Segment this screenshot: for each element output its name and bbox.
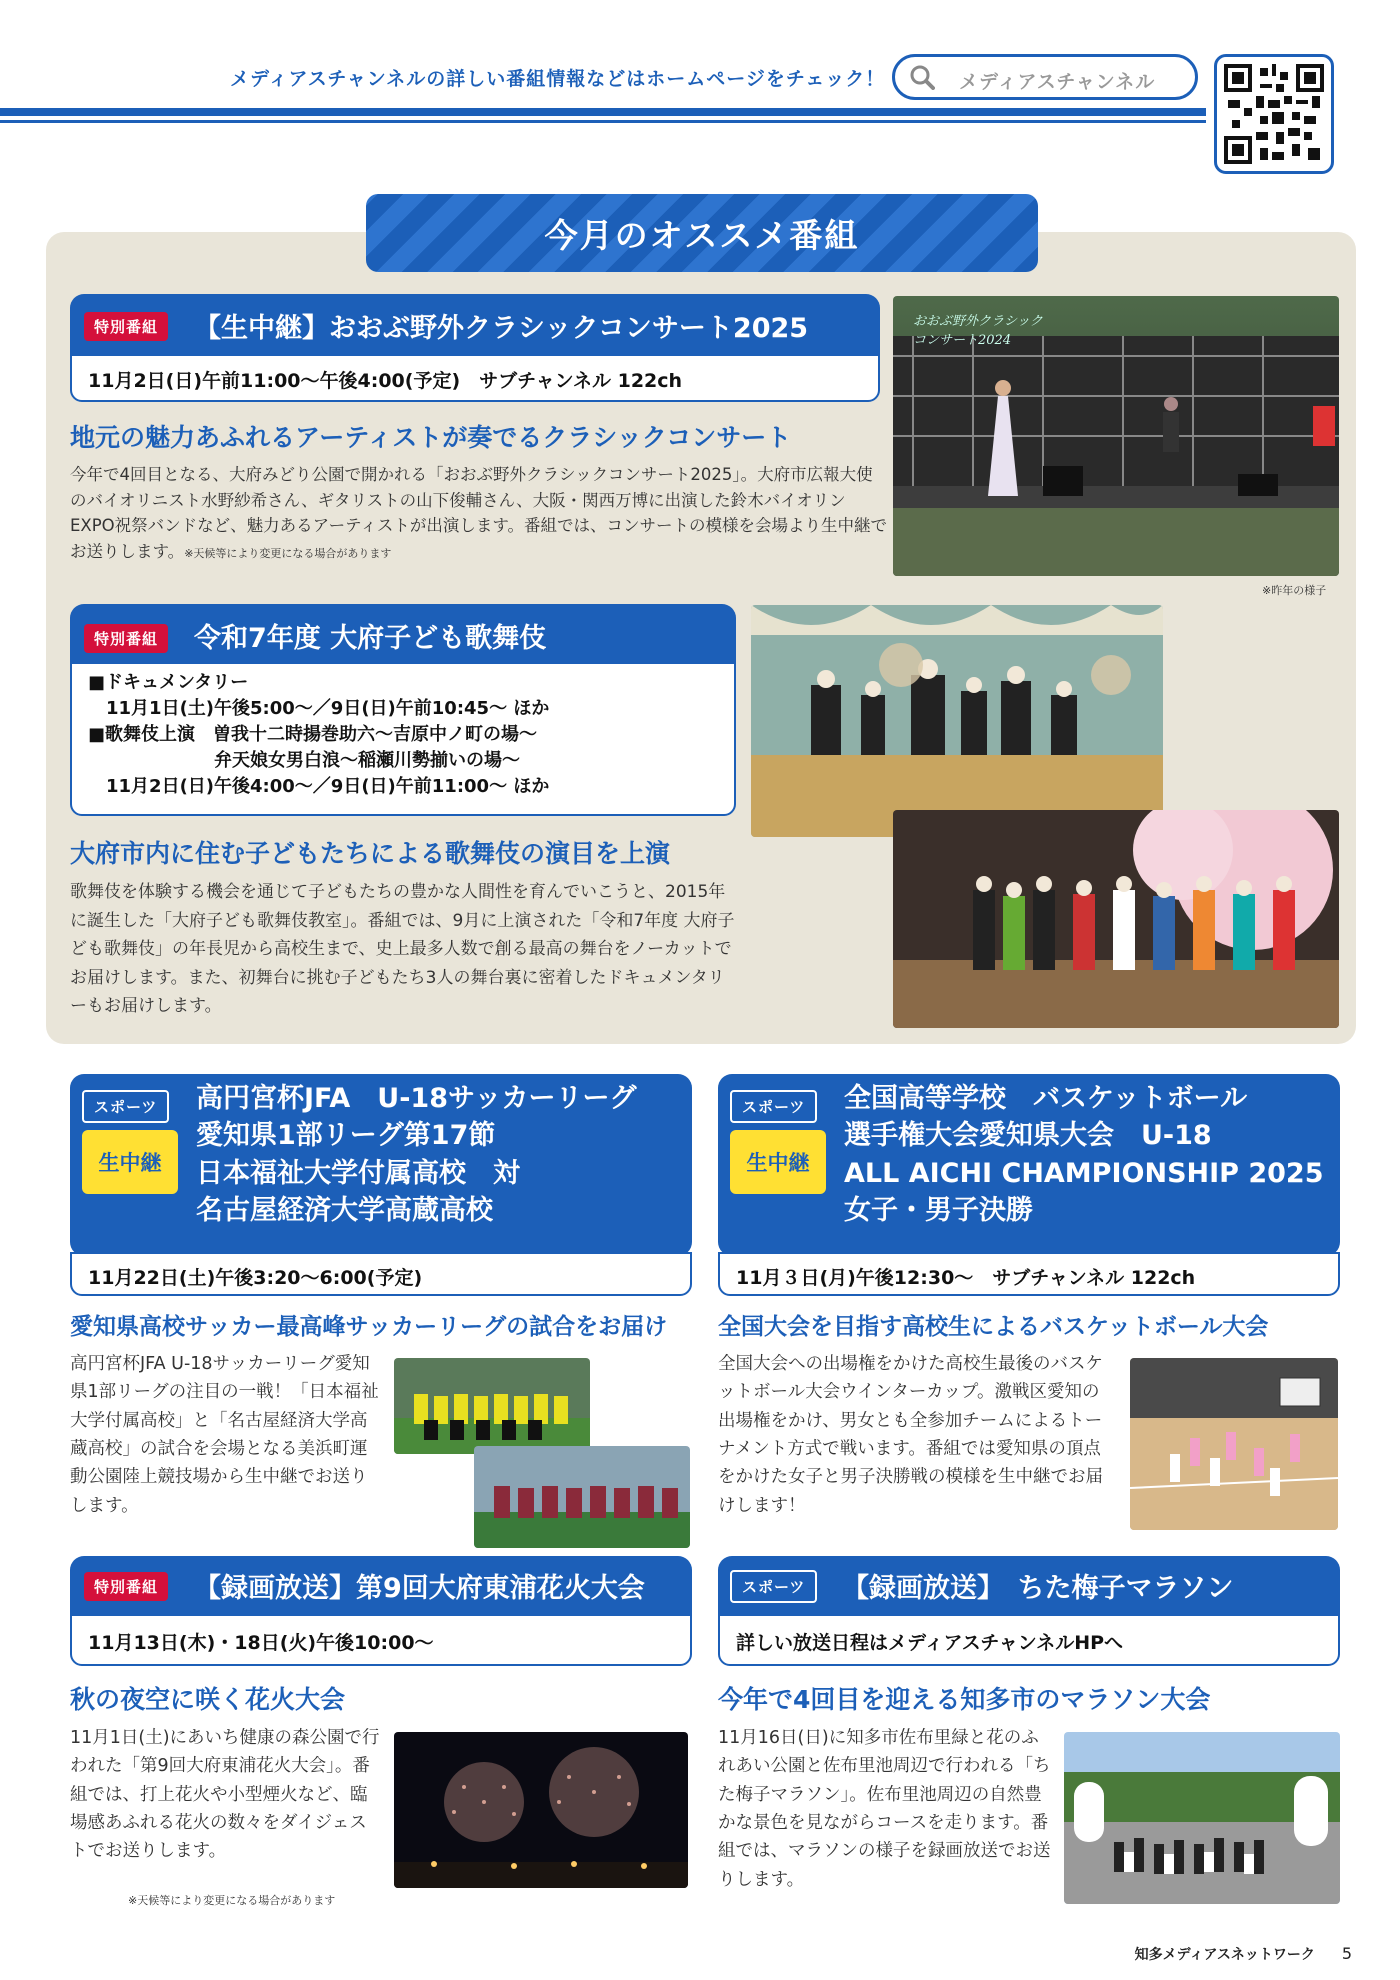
basketball-photo: [1130, 1358, 1338, 1530]
qr-code[interactable]: [1214, 54, 1334, 174]
concert-photo-caption: おおぶ野外クラシック コンサート2024: [913, 314, 1043, 348]
kabuki-line-3: ■歌舞伎上演 曽我十二時揚巻助六〜吉原中ノ町の場〜: [88, 724, 538, 746]
kabuki-photo-2: [893, 810, 1339, 1028]
basketball-header: [718, 1074, 1340, 1289]
fireworks-title: 【録画放送】第9回大府東浦花火大会: [194, 1573, 645, 1604]
concert-tag: 特別番組: [84, 312, 168, 341]
kabuki-tag: 特別番組: [84, 624, 168, 653]
header-rule-thin: [0, 120, 1206, 123]
footer: [1135, 1944, 1352, 1964]
fireworks-photo: [394, 1732, 688, 1888]
soccer-live-badge: 生中継: [82, 1130, 178, 1194]
basketball-title-2: 選手権大会愛知県大会 U-18: [844, 1120, 1212, 1152]
kabuki-line-4: 弁天娘女男白浪〜稲瀬川勢揃いの場〜: [88, 750, 520, 772]
marathon-body: 11月16日(日)に知多市佐布里緑と花のふれあい公園と佐布里池周辺で行われる「ちた梅子マラソン」。佐布里池周辺の自然豊かな景色を見ながらコースを走ります。番組では、マラソンの様子を録画放送でお送りします。: [718, 1728, 1051, 1890]
marathon-title: 【録画放送】 ちた梅子マラソン: [842, 1573, 1234, 1604]
soccer-schedule: 11月22日(土)午後3:20〜6:00(予定): [70, 1252, 692, 1296]
basketball-body: 全国大会への出場権をかけた高校生最後のバスケットボール大会ウインターカップ。激戦区愛知の出場権をかけ、男女とも全参加チームによるトーナメント方式で戦います。番組では愛知県の頂点をかけた女子と男子決勝戦の模様を生中継でお届けします！: [718, 1354, 1103, 1516]
page-number: 5: [1341, 1944, 1352, 1963]
header-rule: [0, 108, 1206, 116]
fireworks-note: ※天候等により変更になる場合があります: [128, 1894, 336, 1907]
kabuki-schedule: [70, 662, 736, 816]
soccer-title-3: 日本福祉大学付属高校 対: [196, 1157, 520, 1189]
basketball-live-badge: 生中継: [730, 1130, 826, 1194]
search-box[interactable]: [892, 54, 1198, 100]
concert-note: ※天候等により変更になる場合があります: [184, 546, 392, 560]
fireworks-body-text: 11月1日(土)にあいち健康の森公園で行われた「第9回大府東浦花火大会」。番組では、打上花火や小型煙火など、臨場感あふれる花火の数々をダイジェストでお送りします。: [70, 1728, 380, 1862]
concert-body: [70, 462, 888, 564]
soccer-subtitle: 愛知県高校サッカー最高峰サッカーリーグの試合をお届け: [70, 1314, 668, 1340]
header-note: メディアスチャンネルの詳しい番組情報などはホームページをチェック！: [230, 68, 886, 90]
qr-code-icon: [1224, 64, 1324, 164]
featured-banner: [366, 194, 1038, 272]
featured-title: 今月のオススメ番組: [544, 215, 860, 255]
soccer-title-1: 高円宮杯JFA U-18サッカーリーグ: [196, 1083, 637, 1114]
fireworks-subtitle: 秋の夜空に咲く花火大会: [70, 1685, 346, 1714]
soccer-title-4: 名古屋経済大学高蔵高校: [196, 1194, 493, 1226]
basketball-title-4: 女子・男子決勝: [844, 1194, 1033, 1226]
kabuki-subtitle: 大府市内に住む子どもたちによる歌舞伎の演目を上演: [70, 839, 671, 868]
basketball-subtitle: 全国大会を目指す高校生によるバスケットボール大会: [718, 1314, 1269, 1340]
concert-schedule: 11月2日(日)午前11:00〜午後4:00(予定) サブチャンネル 122ch: [70, 354, 880, 402]
basketball-title-3: ALL AICHI CHAMPIONSHIP 2025: [844, 1157, 1324, 1189]
concert-title: 【生中継】おおぶ野外クラシックコンサート2025: [194, 313, 809, 344]
basketball-tag: スポーツ: [730, 1090, 817, 1123]
marathon-header: [718, 1556, 1340, 1666]
soccer-title-2: 愛知県1部リーグ第17節: [196, 1120, 496, 1152]
concert-photo: [893, 296, 1339, 576]
concert-subtitle: 地元の魅力あふれるアーティストが奏でるクラシックコンサート: [70, 423, 792, 452]
marathon-tag: スポーツ: [730, 1570, 817, 1603]
footer-label: 知多メディアスネットワーク: [1134, 1947, 1315, 1963]
basketball-title: [844, 1080, 1324, 1229]
marathon-schedule: 詳しい放送日程はメディアスチャンネルHPへ: [718, 1614, 1340, 1666]
soccer-body: 高円宮杯JFA U-18サッカーリーグ愛知県1部リーグの注目の一戦！「日本福祉大学付属高校」と「名古屋経済大学高蔵高校」の試合を会場となる美浜町運動公園陸上競技場から生中継でお送りします。: [70, 1354, 379, 1516]
soccer-header: [70, 1074, 692, 1289]
kabuki-header: [70, 604, 736, 816]
kabuki-line-1: ■ドキュメンタリー: [88, 672, 249, 693]
kabuki-line-2: 11月1日(土)午後5:00〜／9日(日)午前10:45〜 ほか: [88, 698, 550, 720]
soccer-photo-2: [474, 1446, 690, 1548]
kabuki-title: 令和7年度 大府子ども歌舞伎: [194, 623, 547, 654]
search-text: メディアスチャンネル: [959, 71, 1156, 93]
concert-header: [70, 294, 880, 402]
marathon-subtitle: 今年で4回目を迎える知多市のマラソン大会: [718, 1685, 1211, 1714]
basketball-title-1: 全国高等学校 バスケットボール: [844, 1083, 1248, 1114]
fireworks-body: [70, 1724, 380, 1866]
kabuki-line-5: 11月2日(日)午後4:00〜／9日(日)午前11:00〜 ほか: [88, 776, 550, 798]
kabuki-photo-1: [751, 605, 1163, 837]
marathon-photo: [1064, 1732, 1340, 1904]
soccer-tag: スポーツ: [82, 1090, 169, 1123]
soccer-photo-1: [394, 1358, 590, 1454]
basketball-schedule: 11月３日(月)午後12:30〜 サブチャンネル 122ch: [718, 1252, 1340, 1296]
concert-photo-note: ※昨年の様子: [1262, 584, 1327, 597]
concert-body-text: 今年で4回目となる、大府みどり公園で開かれる「おおぶ野外クラシックコンサート2025」。大府市広報大使のバイオリニスト水野紗希さん、ギタリストの山下俊輔さん、大阪・関西万博に出演した鈴木バイオリンEXPO祝祭バンドなど、魅力あるアーティストが出演します。番組では、コンサートの模様を会場より生中継でお送りします。: [70, 465, 888, 561]
soccer-title: [196, 1080, 636, 1229]
fireworks-schedule: 11月13日(木)・18日(火)午後10:00〜: [70, 1614, 692, 1666]
kabuki-body: 歌舞伎を体験する機会を通じて子どもたちの豊かな人間性を育んでいこうと、2015年に誕生した「大府子ども歌舞伎教室」。番組では、9月に上演された「令和7年度 大府子ども歌舞伎」の年長児から高校生まで、史上最多人数で創る最高の舞台をノーカットでお届けします。また、初舞台に挑む子どもたち3人の舞台裏に密着したドキュメンタリーもお届けします。: [70, 882, 735, 1017]
fireworks-header: [70, 1556, 692, 1666]
fireworks-tag: 特別番組: [84, 1572, 168, 1601]
search-icon: [909, 64, 935, 90]
